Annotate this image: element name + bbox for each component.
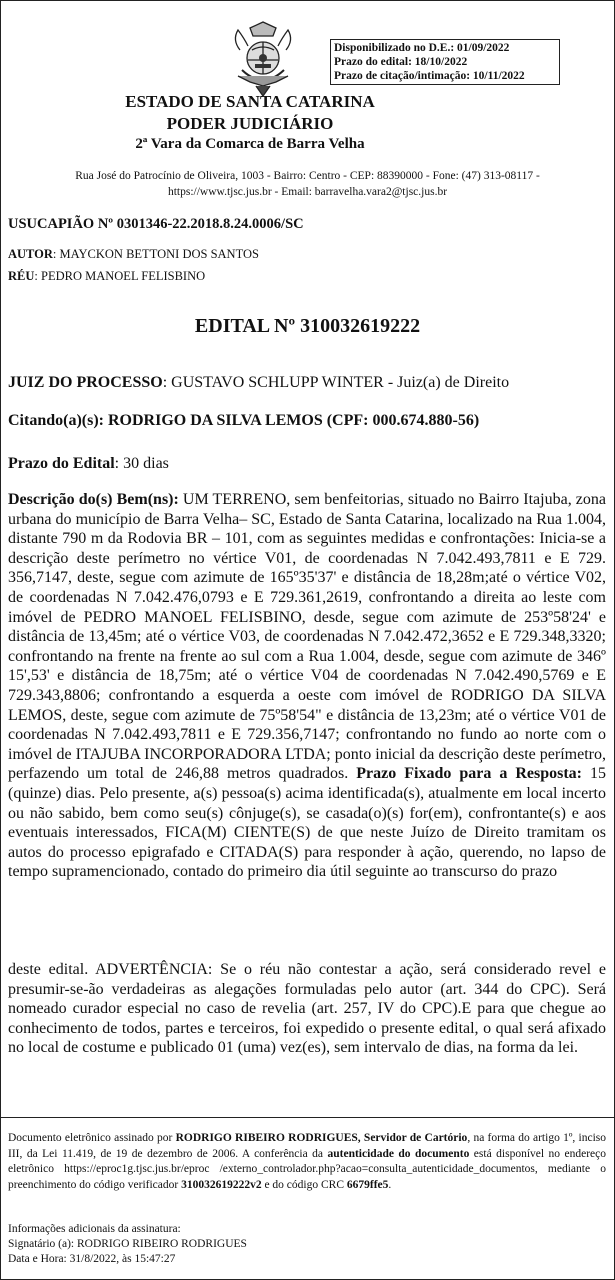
signature-text-5: . xyxy=(388,1178,392,1191)
prazo-edital-line xyxy=(8,455,606,473)
judge-label: JUIZ DO PROCESSO xyxy=(8,374,163,391)
reu-name: : PEDRO MANOEL FELISBINO xyxy=(34,269,206,283)
info-signatario: Signatário (a): RODRIGO RIBEIRO RODRIGUES xyxy=(8,1238,247,1250)
response-deadline-label: Prazo Fixado para a Resposta: xyxy=(356,765,582,783)
signature-text-1: Documento eletrônico assinado por xyxy=(8,1132,176,1144)
process-number: USUCAPIÃO Nº 0301346-22.2018.8.24.0006/SC xyxy=(8,216,304,232)
signature-text-3: está disponível no endereço eletrônico https://eproc1g.tjsc.jus.br/eproc /externo_controlador.php?acao=consulta_autenticidade_documentos, mediante o preenchimento do código verificador xyxy=(8,1147,607,1191)
state-coat-of-arms-icon xyxy=(228,20,298,98)
autor-label: AUTOR xyxy=(8,247,53,261)
reu-label: RÉU xyxy=(8,269,35,283)
advertencia-paragraph: deste edital. ADVERTÊNCIA: Se o réu não contestar a ação, será considerado revel e presumir-se-ão verdadeiras as alegações formuladas pelo autor (art. 344 do CPC). Será nomeado curador especial no caso de revelia (art. 257, IV do CPC).E para que chegue ao conhecimento de todos, partes e terceiros, foi expedido o presente edital, o qual será afixado no local de costume e publicado 01 (uma) vez(es), sem intervalo de dias, na forma da lei. xyxy=(8,961,606,1057)
reu-line xyxy=(8,269,205,284)
date-prazo-edital: Prazo do edital: 18/10/2022 xyxy=(334,56,468,68)
signer-name: RODRIGO RIBEIRO RODRIGUES, Servidor de Cartório xyxy=(175,1132,468,1144)
signature-text-4: e do código CRC xyxy=(261,1178,347,1191)
signature-info xyxy=(8,1222,606,1267)
authenticity-label: autenticidade do documento xyxy=(327,1147,470,1160)
description-text-2: 15 (quinze) dias. Pelo presente, a(s) pessoa(s) acima identificada(s), atualmente em local incerto ou não sabido, bem como seu(s) cônjuge(s), se casada(o)(s) for(em), confrontante(s) e aos eventuais interessados, FICA(M) CIENTE(S) de que neste Juízo de Direito tramitam os autos do processo epigrafado e CITADA(S) para responder à ação, querendo, no lapso de tempo supramencionado, contado do primeiro dia útil seguinte ao transcurso do prazo xyxy=(8,765,606,881)
edital-title: EDITAL Nº 310032619222 xyxy=(194,315,421,337)
prazo-label: Prazo do Edital xyxy=(8,455,115,472)
autor-line xyxy=(8,247,259,262)
property-description xyxy=(8,490,606,882)
info-title: Informações adicionais da assinatura: xyxy=(8,1223,181,1235)
date-prazo-citacao: Prazo de citação/intimação: 10/11/2022 xyxy=(334,70,525,82)
publication-dates-box xyxy=(330,39,560,85)
judge-line xyxy=(8,374,606,392)
court-address xyxy=(20,168,595,200)
description-label: Descrição do(s) Bem(ns): xyxy=(8,491,179,508)
judge-name: : GUSTAVO SCHLUPP WINTER - Juiz(a) de Direito xyxy=(162,374,510,391)
power-title: PODER JUDICIÁRIO xyxy=(166,114,334,133)
footer-divider xyxy=(0,1117,615,1118)
court-title: 2ª Vara da Comarca de Barra Velha xyxy=(135,136,365,152)
address-line-1: Rua José do Patrocínio de Oliveira, 1003 - Bairro: Centro - CEP: 88390000 - Fone: (47) 313-08117 - xyxy=(75,170,540,182)
state-title: ESTADO DE SANTA CATARINA xyxy=(125,92,375,111)
electronic-signature-notice xyxy=(8,1131,606,1193)
crc-code: 6679ffe5 xyxy=(346,1178,389,1191)
description-text: UM TERRENO, sem benfeitorias, situado no Bairro Itajuba, zona urbana do município de Barra Velha– SC, Estado de Santa Catarina, localizado na Rua 1.004, distante 790 m da Rodovia BR – 101, com as seguintes medidas e confrontações: Inicia-se a descrição deste perímetro no vértice V01, de coordenadas N 7.042.493,7811 e E 729. 356,7147, deste, segue com azimute de 165º35'37' e distância de 18,28m;até o vértice V02, de coordenadas N 7.042.476,0793 e E 729.361,2619, confrontando a direita ao leste com imóvel de PEDRO MANOEL FELISBINO, desde, segue com azimute de 253º58'24' e distância de 13,45m; até o vértice V03, de coordenadas N 7.042.472,3652 e E 729.348,3320; confrontando na frente na frente ao sul com a Rua 1.004, desde, segue com azimute de 346º 15',53' e distância de 18,75m; até o vértice V04 de coordenadas N 7.042.490,5769 e E 729.343,8806; confrontando a esquerda a oeste com imóvel de RODRIGO DA SILVA LEMOS, deste, segue com azimute de 75º58'54" e distância de 13,23m; até o vértice V01 de coordenadas N 7.042.493,7811 e E 729.356,7147; confrontando no fundo ao norte com o imóvel de ITAJUBA INCORPORADORA LTDA; ponto inicial da descrição deste perímetro, perfazendo um total de 246,88 metros quadrados. xyxy=(8,491,607,783)
autor-name: : MAYCKON BETTONI DOS SANTOS xyxy=(52,247,259,261)
info-datetime: Data e Hora: 31/8/2022, às 15:47:27 xyxy=(8,1253,176,1265)
date-disponibilizado: Disponibilizado no D.E.: 01/09/2022 xyxy=(334,42,510,54)
prazo-value: : 30 dias xyxy=(114,455,169,472)
citando-line: Citando(a)(s): RODRIGO DA SILVA LEMOS (CPF: 000.674.880-56) xyxy=(8,412,480,429)
verifier-code: 310032619222v2 xyxy=(181,1178,262,1191)
signature-text-2: , na forma do artigo 1º, inciso III, da Lei 11.419, de 19 de dezembro de 2006. A conferência da xyxy=(8,1132,606,1160)
address-line-2: https://www.tjsc.jus.br - Email: barravelha.vara2@tjsc.jus.br xyxy=(167,186,448,198)
